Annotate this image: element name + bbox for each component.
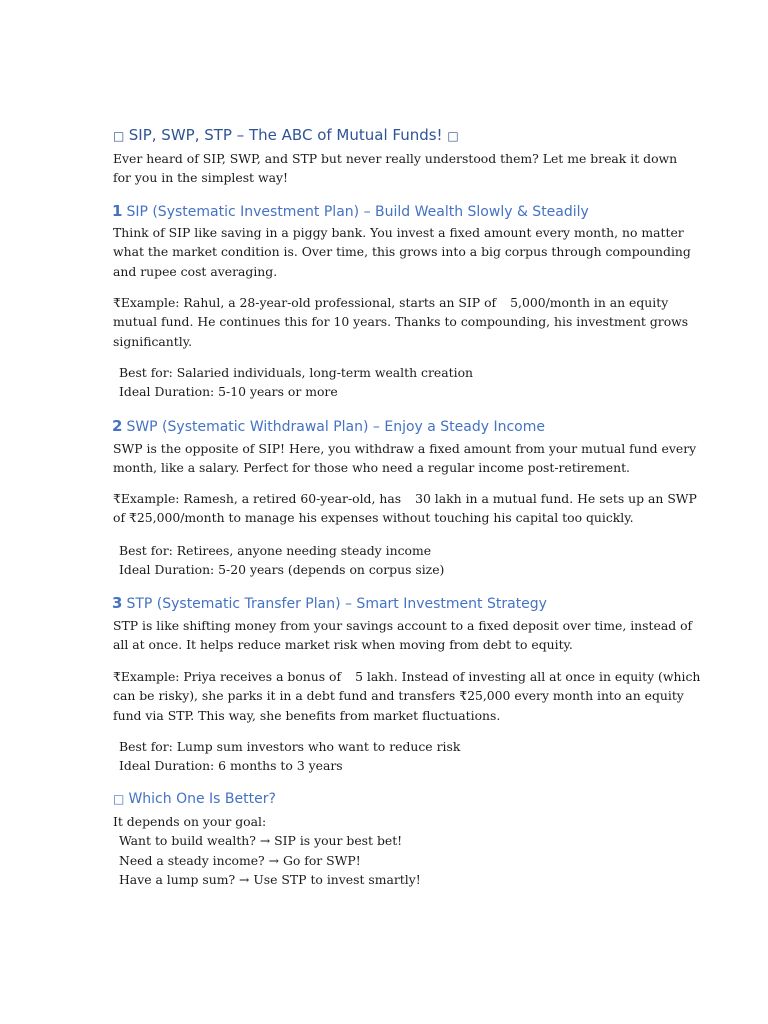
section-number: 1	[112, 202, 123, 220]
section-number: 2	[112, 417, 123, 435]
text-line: mutual fund. He continues this for 10 years. Thanks to compounding, his investment grows	[113, 314, 689, 330]
which-content	[113, 812, 658, 889]
text-line: fund via STP. This way, she benefits from market fluctuations.	[113, 707, 501, 723]
stp-example	[113, 667, 701, 725]
heading-text: STP (Systematic Transfer Plan) – Smart Investment Strategy	[126, 596, 547, 612]
best-for-line: Best for: Salaried individuals, long-term wealth creation	[119, 365, 474, 380]
text-line: significantly.	[113, 333, 193, 349]
swp-summary	[113, 541, 664, 580]
duration-line: Ideal Duration: 5-10 years or more	[119, 384, 338, 400]
best-for-line: Best for: Retirees, anyone needing steady income	[119, 543, 432, 558]
swp-heading	[112, 417, 545, 435]
text-line: of ₹25,000/month to manage his expenses without touching his capital too quickly.	[113, 510, 634, 526]
heading-text: SIP (Systematic Investment Plan) – Build Wealth Slowly & Steadily	[126, 204, 589, 220]
text-line: and rupee cost averaging.	[113, 263, 278, 279]
duration-line: Ideal Duration: 5-20 years (depends on corpus size)	[119, 562, 445, 578]
text-line: what the market condition is. Over time, this grows into a big corpus through compounding	[113, 244, 691, 260]
text-line: Think of SIP like saving in a piggy bank. You invest a fixed amount every month, no matter	[113, 225, 684, 240]
sip-example	[113, 293, 689, 351]
heading-text: Which One Is Better?	[128, 791, 276, 807]
example-lead: ₹Example: Priya receives a bonus of	[113, 669, 342, 684]
best-for-line: Best for: Lump sum investors who want to reduce risk	[119, 739, 461, 754]
emoji-placeholder-icon: □	[447, 129, 459, 143]
text-line: STP is like shifting money from your savings account to a fixed deposit over time, instead of	[113, 618, 693, 633]
text-line: SWP is the opposite of SIP! Here, you withdraw a fixed amount from your mutual fund every	[113, 441, 697, 456]
sip-heading	[112, 202, 589, 220]
heading-text: SWP (Systematic Withdrawal Plan) – Enjoy a Steady Income	[126, 419, 546, 435]
sip-summary	[113, 363, 664, 402]
duration-line: Ideal Duration: 6 months to 3 years	[119, 758, 343, 774]
list-item: Want to build wealth? → SIP is your best bet!	[119, 833, 403, 849]
stp-description	[113, 616, 693, 655]
example-amount: 5,000/month in an equity	[510, 295, 669, 310]
which-heading	[113, 791, 276, 807]
text-line: month, like a salary. Perfect for those who need a regular income post-retirement.	[113, 460, 630, 476]
emoji-placeholder-icon: □	[113, 129, 125, 143]
example-lead: ₹Example: Rahul, a 28-year-old professional, starts an SIP of	[113, 295, 497, 310]
text-line	[113, 667, 701, 686]
text-line: Ever heard of SIP, SWP, and STP but never really understood them? Let me break it down	[113, 151, 678, 166]
list-item: Have a lump sum? → Use STP to invest smartly!	[119, 871, 421, 887]
title-text: SIP, SWP, STP – The ABC of Mutual Funds!	[128, 126, 443, 144]
emoji-placeholder-icon: □	[113, 792, 125, 806]
text-line: can be risky), she parks it in a debt fund and transfers ₹25,000 every month into an equity	[113, 688, 684, 704]
sip-description	[113, 223, 691, 281]
text-line	[113, 489, 697, 508]
example-amount: 5 lakh. Instead of investing all at once in equity (which	[355, 669, 701, 684]
example-lead: ₹Example: Ramesh, a retired 60-year-old, has	[113, 491, 402, 506]
document-title	[113, 126, 458, 144]
section-number: 3	[112, 594, 123, 612]
text-line: It depends on your goal:	[113, 814, 267, 829]
example-amount: 30 lakh in a mutual fund. He sets up an SWP	[415, 491, 697, 506]
stp-heading	[112, 594, 547, 612]
text-line: all at once. It helps reduce market risk when moving from debt to equity.	[113, 637, 573, 653]
list-item: Need a steady income? → Go for SWP!	[119, 852, 361, 868]
swp-example	[113, 489, 697, 528]
text-line	[113, 293, 669, 312]
swp-description	[113, 439, 697, 478]
text-line: for you in the simplest way!	[113, 170, 288, 186]
stp-summary	[113, 737, 664, 776]
intro-paragraph	[113, 149, 678, 188]
